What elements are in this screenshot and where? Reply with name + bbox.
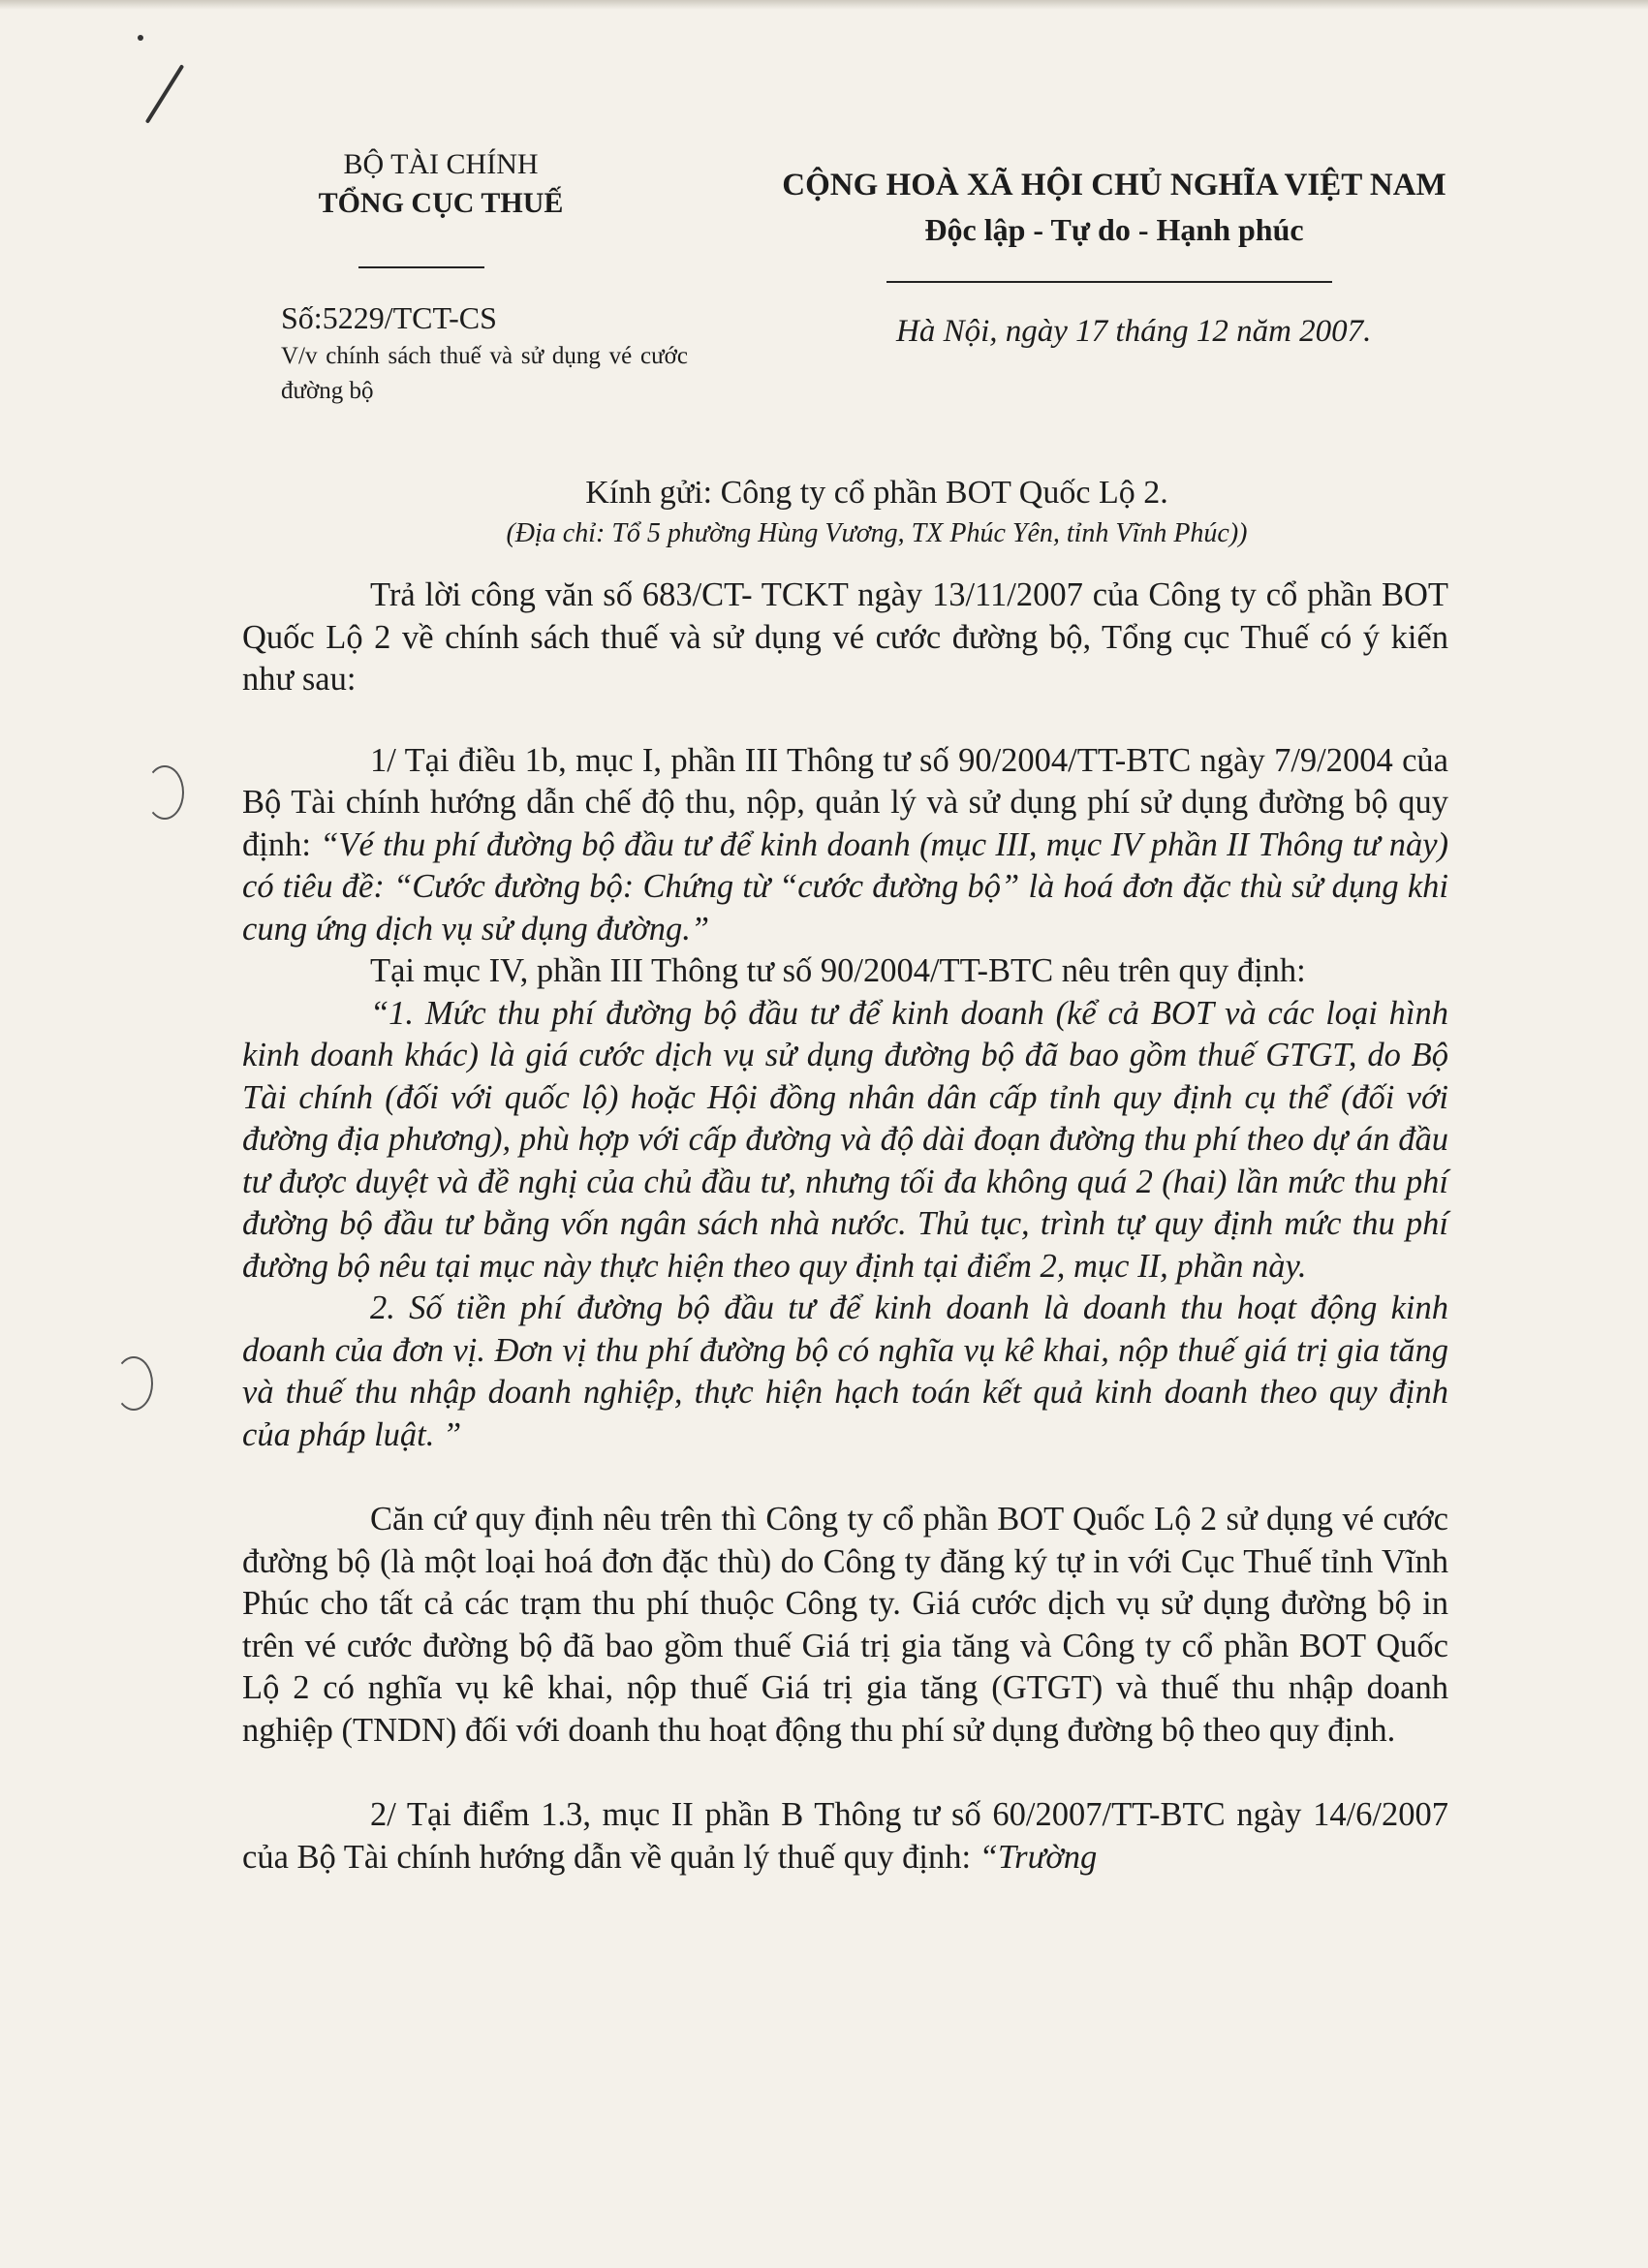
- document-number: Số:5229/TCT-CS: [281, 300, 497, 335]
- national-heading: [717, 163, 1511, 252]
- paragraph-quote-item-2: 2. Số tiền phí đường bộ đầu tư để kinh doanh là doanh thu hoạt động kinh doanh của đơn vị. Đơn vị thu phí đường bộ có nghĩa vụ kê khai, nộp thuế giá trị gia tăng và thuế thu nhập doanh nghiệp, thực hiện hạch toán kết quả kinh doanh theo quy định của pháp luật. ”: [242, 1289, 1448, 1453]
- issuer-block: [281, 145, 601, 223]
- issuer-underline: [358, 266, 484, 268]
- letter-body: [242, 575, 1448, 1879]
- document-date: Hà Nội, ngày 17 tháng 12 năm 2007.: [896, 314, 1372, 349]
- paragraph-reply: Trả lời công văn số 683/CT- TCKT ngày 13/11/2007 của Công ty cổ phần BOT Quốc Lộ 2 về chính sách thuế và sử dụng vé cước đường bộ, Tổng cục Thuế có ý kiến như sau:: [242, 576, 1448, 698]
- paragraph-point-1: [242, 740, 1448, 951]
- punch-hole-mark: [114, 1356, 153, 1411]
- paragraph-quote-item-1: “1. Mức thu phí đường bộ đầu tư để kinh doanh (kể cả BOT và các loại hình kinh doanh khác) là giá cước dịch vụ sử dụng đường bộ đã bao gồm thuế GTGT, do Bộ Tài chính (đối với quốc lộ) hoặc Hội đồng nhân dân cấp tỉnh quy định cụ thể (đối với đường địa phương), phù hợp với cấp đường và độ dài đoạn đường thu phí theo dự án đầu tư được duyệt và đề nghị của chủ đầu tư, nhưng tối đa không quá 2 (hai) lần mức thu phí đường bộ đầu tư bằng vốn ngân sách nhà nước. Thủ tục, trình tự quy định mức thu phí đường bộ nêu tại mục này thực hiện theo quy định tại điểm 2, mục II, phần này.: [242, 994, 1448, 1285]
- paragraph-point-2-lead: 2/ Tại điểm 1.3, mục II phần B Thông tư số 60/2007/TT-BTC ngày 14/6/2007 của Bộ Tài chính hướng dẫn về quản lý thuế quy định:: [242, 1796, 1448, 1876]
- recipient-line: Kính gửi: Công ty cổ phần BOT Quốc Lộ 2.: [585, 475, 1168, 511]
- paragraph-point-1-lead: 1/ Tại điều 1b, mục I, phần III Thông tư số 90/2004/TT-BTC ngày 7/9/2004 của Bộ Tài chính hướng dẫn chế độ thu, nộp, quản lý và sử dụng phí sử dụng đường bộ quy định:: [242, 741, 1448, 863]
- recipient-address: (Địa chỉ: Tổ 5 phường Hùng Vương, TX Phúc Yên, tỉnh Vĩnh Phúc)): [506, 518, 1248, 548]
- paragraph-point-1-quote: “Vé thu phí đường bộ đầu tư để kinh doanh (mục III, mục IV phần II Thông tư này) có tiêu đề: “Cước đường bộ: Chứng từ “cước đường bộ” là hoá đơn đặc thù sử dụng khi cung ứng dịch vụ sử dụng đường.”: [242, 825, 1448, 948]
- ministry-name: BỘ TÀI CHÍNH: [343, 148, 539, 180]
- document-subject: V/v chính sách thuế và sử dụng vé cước đường bộ: [281, 343, 688, 404]
- national-motto: Độc lập - Tự do - Hạnh phúc: [924, 212, 1304, 247]
- scan-dot: [138, 35, 143, 41]
- paragraph-reference: Tại mục IV, phần III Thông tư số 90/2004/TT-BTC nêu trên quy định:: [370, 952, 1306, 989]
- pen-mark: [145, 64, 184, 123]
- country-name: CỘNG HOÀ XÃ HỘI CHỦ NGHĨA VIỆT NAM: [782, 168, 1446, 202]
- paragraph-point-2: [242, 1794, 1448, 1879]
- motto-underline: [886, 281, 1332, 283]
- department-name: TỔNG CỤC THUẾ: [318, 187, 564, 219]
- scan-edge-shadow: [0, 0, 1648, 10]
- paragraph-point-2-quote: “Trường: [979, 1838, 1098, 1876]
- punch-hole-mark: [145, 765, 184, 820]
- paragraph-conclusion: Căn cứ quy định nêu trên thì Công ty cổ phần BOT Quốc Lộ 2 sử dụng vé cước đường bộ (là một loại hoá đơn đặc thù) do Công ty đăng ký tự in với Cục Thuế tỉnh Vĩnh Phúc cho tất cả các trạm thu phí thuộc Công ty. Giá cước dịch vụ sử dụng đường bộ in trên vé cước đường bộ đã bao gồm thuế Giá trị gia tăng và Công ty cổ phần BOT Quốc Lộ 2 có nghĩa vụ kê khai, nộp thuế Giá trị gia tăng (GTGT) và thuế thu nhập doanh nghiệp (TNDN) đối với doanh thu hoạt động thu phí sử dụng đường bộ theo quy định.: [242, 1501, 1448, 1749]
